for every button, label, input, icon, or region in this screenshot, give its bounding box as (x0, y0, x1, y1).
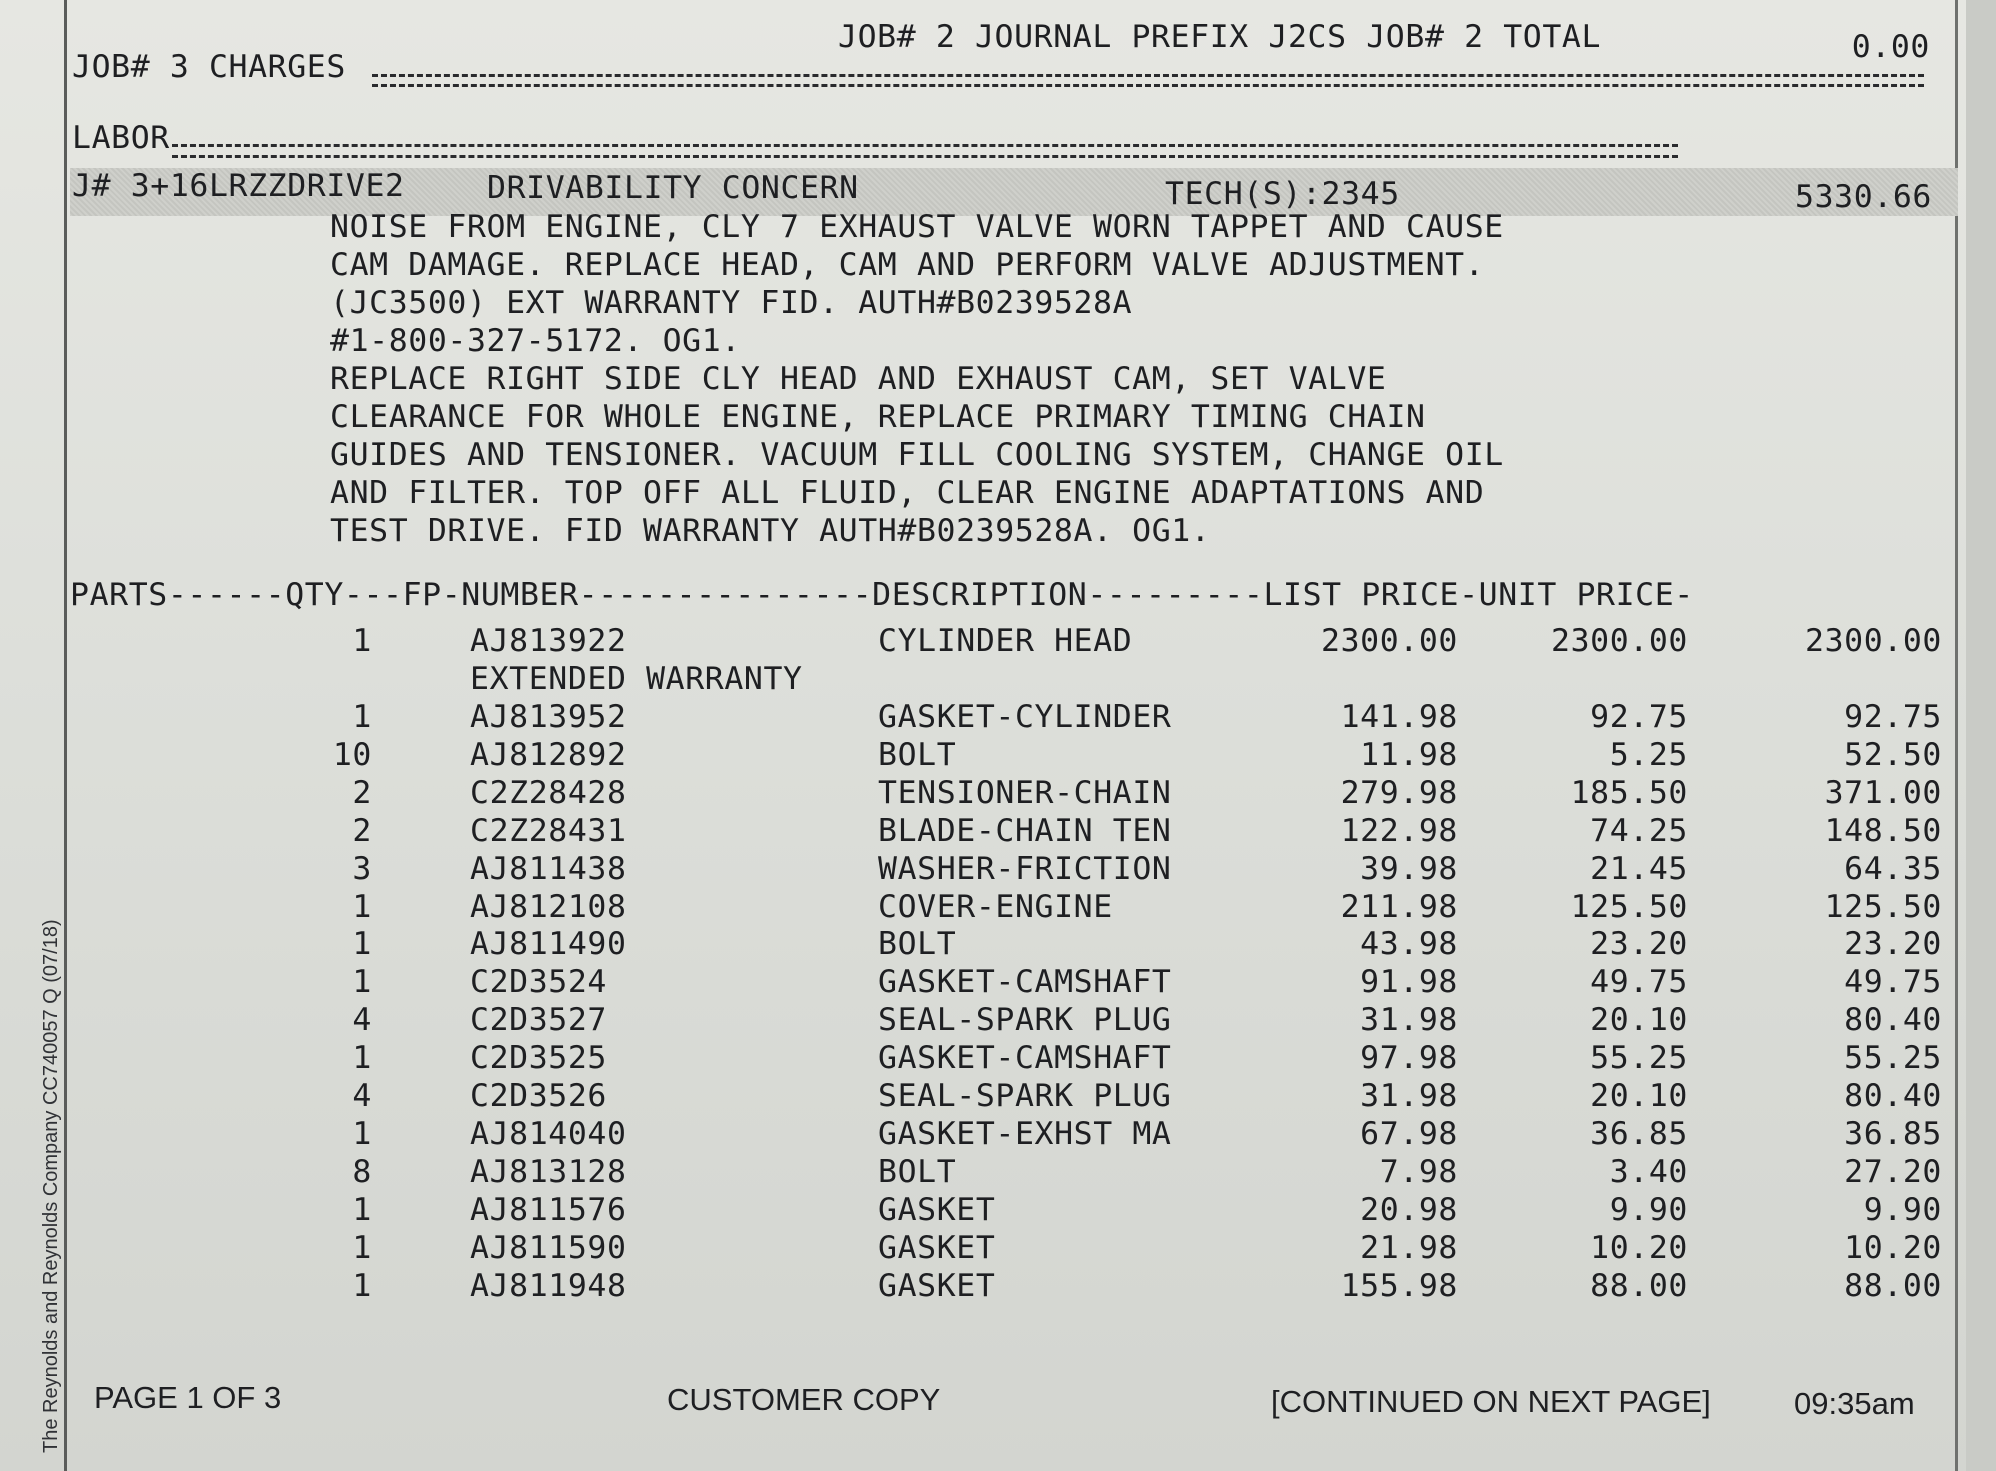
part-total: 36.85 (1844, 1115, 1942, 1152)
part-description: GASKET-EXHST MA (878, 1115, 1172, 1152)
parts-row (0, 1002, 1966, 1043)
part-qty: 4 (352, 1078, 372, 1114)
part-unit-price: 9.90 (1609, 1191, 1688, 1228)
part-qty: 2 (352, 774, 372, 811)
labor-amount: 5330.66 (1795, 179, 1932, 215)
labor-techs: TECH(S):2345 (1165, 176, 1400, 212)
part-list-price: 141.98 (1340, 699, 1458, 735)
part-total: 9.90 (1863, 1191, 1942, 1228)
part-list-price: 211.98 (1340, 888, 1458, 925)
part-description: GASKET (878, 1267, 996, 1304)
part-unit-price: 23.20 (1590, 926, 1688, 963)
part-qty: 1 (352, 1191, 372, 1228)
part-total: 88.00 (1844, 1267, 1942, 1304)
parts-row (0, 964, 1966, 1005)
part-description: GASKET (878, 1229, 996, 1266)
part-qty: 1 (352, 926, 372, 963)
part-number: AJ812108 (470, 888, 627, 925)
part-qty: 1 (352, 623, 372, 659)
part-list-price: 11.98 (1360, 736, 1458, 773)
part-description: BOLT (878, 1153, 957, 1190)
part-list-price: 279.98 (1340, 774, 1458, 811)
part-total: 92.75 (1844, 699, 1942, 735)
part-unit-price: 5.25 (1609, 736, 1688, 773)
part-number: AJ812892 (470, 736, 627, 773)
labor-concern: DRIVABILITY CONCERN (487, 170, 859, 206)
part-number: C2Z28428 (470, 774, 627, 811)
part-unit-price: 49.75 (1590, 964, 1688, 1001)
parts-row (0, 1229, 1966, 1271)
parts-row (0, 1153, 1966, 1195)
part-unit-price: 55.25 (1590, 1040, 1688, 1077)
parts-row (0, 699, 1966, 740)
part-unit-price: 36.85 (1590, 1115, 1688, 1152)
part-qty: 1 (352, 1040, 372, 1077)
part-total: 49.75 (1844, 964, 1942, 1001)
part-description: CYLINDER HEAD (878, 623, 1133, 659)
part-qty: 1 (352, 1115, 372, 1152)
part-qty: 2 (352, 812, 372, 849)
part-number: C2D3524 (470, 964, 607, 1001)
part-list-price: 155.98 (1340, 1267, 1458, 1304)
part-unit-price: 21.45 (1590, 850, 1688, 887)
part-number: AJ811590 (470, 1229, 627, 1266)
part-list-price: 20.98 (1360, 1191, 1458, 1228)
labor-description-line: GUIDES AND TENSIONER. VACUUM FILL COOLING SYSTEM, CHANGE OIL (330, 437, 1504, 473)
part-total: 148.50 (1824, 812, 1942, 849)
part-unit-price: 20.10 (1590, 1078, 1688, 1114)
part-description: BOLT (878, 736, 957, 773)
job2-journal-line: JOB# 2 JOURNAL PREFIX J2CS JOB# 2 TOTAL (838, 19, 1602, 55)
job3-charges-rule (372, 74, 1924, 77)
part-unit-price: 20.10 (1590, 1002, 1688, 1039)
part-list-price: 122.98 (1340, 812, 1458, 849)
print-time: 09:35am (1794, 1386, 1915, 1421)
part-total: 125.50 (1824, 888, 1942, 925)
part-total: 10.20 (1844, 1229, 1942, 1266)
labor-description-line: (JC3500) EXT WARRANTY FID. AUTH#B0239528A (330, 285, 1133, 321)
part-number: AJ811576 (470, 1191, 627, 1228)
part-total: 371.00 (1824, 774, 1942, 811)
part-list-price: 67.98 (1360, 1115, 1458, 1152)
parts-row (0, 623, 1966, 664)
part-total: 64.35 (1844, 850, 1942, 887)
part-unit-price: 2300.00 (1551, 623, 1688, 659)
part-description: WASHER-FRICTION (878, 850, 1172, 887)
part-list-price: 39.98 (1360, 850, 1458, 887)
part-unit-price: 185.50 (1570, 774, 1688, 811)
part-list-price: 31.98 (1360, 1078, 1458, 1114)
part-qty: 1 (352, 964, 372, 1001)
part-description: SEAL-SPARK PLUG (878, 1002, 1172, 1039)
continued-notice: [CONTINUED ON NEXT PAGE] (1271, 1384, 1711, 1419)
form-number-side-text: The Reynolds and Reynolds Company CC740057 Q (07/18) (40, 919, 62, 1453)
part-unit-price: 10.20 (1590, 1229, 1688, 1266)
part-qty: 1 (352, 1229, 372, 1266)
part-total: 27.20 (1844, 1153, 1942, 1190)
part-total: 55.25 (1844, 1040, 1942, 1077)
part-list-price: 31.98 (1360, 1002, 1458, 1039)
part-list-price: 91.98 (1360, 964, 1458, 1001)
part-description: SEAL-SPARK PLUG (878, 1078, 1172, 1114)
part-unit-price: 3.40 (1609, 1153, 1688, 1190)
part-description: TENSIONER-CHAIN (878, 774, 1172, 811)
labor-description-line: NOISE FROM ENGINE, CLY 7 EXHAUST VALVE WORN TAPPET AND CAUSE (330, 209, 1504, 245)
part-unit-price: 88.00 (1590, 1267, 1688, 1304)
labor-description-line: AND FILTER. TOP OFF ALL FLUID, CLEAR ENGINE ADAPTATIONS AND (330, 475, 1485, 511)
labor-section-rule (172, 144, 1678, 147)
part-number: C2D3526 (470, 1078, 607, 1114)
part-number: AJ813922 (470, 623, 627, 659)
part-number: C2D3525 (470, 1040, 607, 1077)
part-number: AJ813952 (470, 699, 627, 735)
part-qty: 1 (352, 888, 372, 925)
parts-row (0, 1191, 1966, 1233)
part-description: GASKET-CAMSHAFT (878, 964, 1172, 1001)
part-description: COVER-ENGINE (878, 888, 1113, 925)
part-description: GASKET (878, 1191, 996, 1228)
parts-row (0, 850, 1966, 892)
labor-section-label: LABOR (72, 120, 170, 156)
parts-row (0, 736, 1966, 778)
parts-row (0, 888, 1966, 930)
parts-row (0, 1040, 1966, 1081)
part-number: C2D3527 (470, 1002, 607, 1039)
labor-section-rule-lower (172, 155, 1678, 158)
parts-row (0, 1267, 1966, 1309)
part-list-price: 21.98 (1360, 1229, 1458, 1266)
part-qty: 10 (332, 736, 372, 773)
labor-description-line: #1-800-327-5172. OG1. (330, 323, 741, 359)
part-warranty-note: EXTENDED WARRANTY (470, 661, 803, 697)
job3-charges-rule-lower (372, 84, 1924, 87)
part-unit-price: 92.75 (1590, 699, 1688, 735)
labor-description-line: CAM DAMAGE. REPLACE HEAD, CAM AND PERFORM VALVE ADJUSTMENT. (330, 247, 1485, 283)
part-qty: 1 (352, 699, 372, 735)
labor-description-line: TEST DRIVE. FID WARRANTY AUTH#B0239528A. OG1. (330, 513, 1211, 549)
job3-charges-label: JOB# 3 CHARGES (72, 49, 346, 85)
part-total: 23.20 (1844, 926, 1942, 963)
parts-row (0, 1115, 1966, 1157)
part-total: 52.50 (1844, 736, 1942, 773)
part-qty: 4 (352, 1002, 372, 1039)
part-qty: 8 (352, 1153, 372, 1190)
part-list-price: 2300.00 (1321, 623, 1458, 659)
part-qty: 1 (352, 1267, 372, 1304)
part-qty: 3 (352, 850, 372, 887)
part-total: 2300.00 (1805, 623, 1942, 659)
part-description: BOLT (878, 926, 957, 963)
parts-row (0, 1078, 1966, 1119)
part-number: AJ811490 (470, 926, 627, 963)
labor-description-line: REPLACE RIGHT SIDE CLY HEAD AND EXHAUST CAM, SET VALVE (330, 361, 1387, 397)
part-number: C2Z28431 (470, 812, 627, 849)
page-number: PAGE 1 OF 3 (94, 1380, 282, 1415)
copy-type-label: CUSTOMER COPY (667, 1382, 941, 1417)
part-unit-price: 125.50 (1570, 888, 1688, 925)
part-number: AJ813128 (470, 1153, 627, 1190)
parts-row (0, 812, 1966, 854)
part-list-price: 7.98 (1379, 1153, 1458, 1190)
part-number: AJ811948 (470, 1267, 627, 1304)
part-number: AJ811438 (470, 850, 627, 887)
part-description: BLADE-CHAIN TEN (878, 812, 1172, 849)
parts-column-header: PARTS------QTY---FP-NUMBER---------------DESCRIPTION---------LIST PRICE-UNIT PRICE- (70, 577, 1694, 613)
labor-description-line: CLEARANCE FOR WHOLE ENGINE, REPLACE PRIMARY TIMING CHAIN (330, 399, 1426, 435)
part-description: GASKET-CYLINDER (878, 699, 1172, 735)
part-unit-price: 74.25 (1590, 812, 1688, 849)
job2-total-value: 0.00 (1851, 29, 1930, 65)
part-total: 80.40 (1844, 1078, 1942, 1114)
labor-job-code: J# 3+16LRZZDRIVE2 (72, 168, 405, 204)
part-number: AJ814040 (470, 1115, 627, 1152)
part-description: GASKET-CAMSHAFT (878, 1040, 1172, 1077)
part-list-price: 97.98 (1360, 1040, 1458, 1077)
parts-row (0, 926, 1966, 967)
parts-row (0, 774, 1966, 816)
part-total: 80.40 (1844, 1002, 1942, 1039)
part-list-price: 43.98 (1360, 926, 1458, 963)
